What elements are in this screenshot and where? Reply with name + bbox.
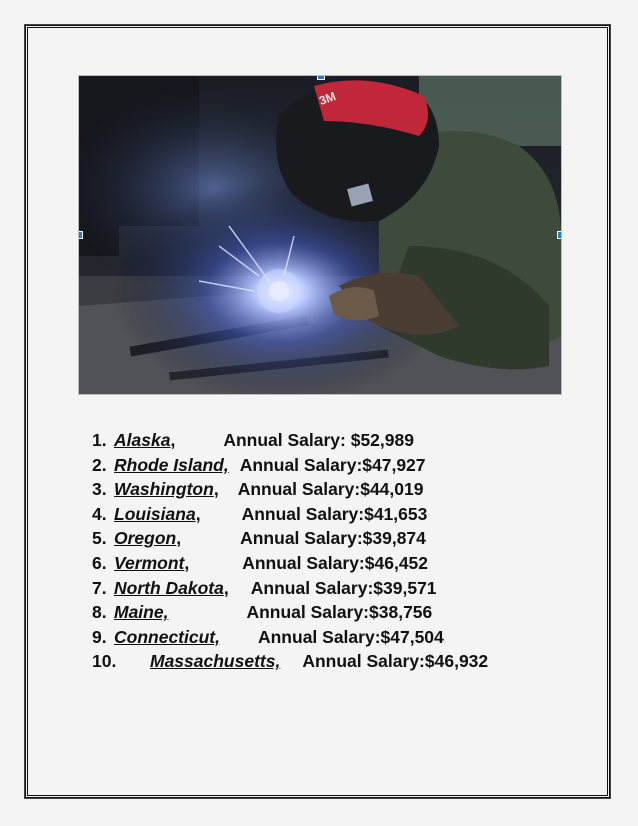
- state-comma: ,: [176, 528, 182, 549]
- state-link[interactable]: Alaska: [114, 430, 171, 450]
- state-comma: ,: [170, 430, 176, 450]
- state-link[interactable]: Massachusetts,: [150, 651, 281, 672]
- rank-number: 6.: [92, 552, 107, 573]
- state-link[interactable]: Oregon: [114, 528, 177, 549]
- state-comma: ,: [184, 552, 190, 573]
- salary-text: Annual Salary:$46,452: [242, 552, 429, 573]
- state-link[interactable]: Maine,: [114, 602, 169, 623]
- salary-text: Annual Salary: $52,989: [223, 430, 414, 450]
- resize-handle-top[interactable]: [317, 75, 325, 80]
- state-comma: ,: [195, 503, 201, 524]
- salary-text: Annual Salary:$39,874: [240, 528, 426, 549]
- state-link[interactable]: North Dakota: [114, 577, 224, 598]
- list-item: [92, 453, 488, 478]
- rank-number: 5.: [92, 528, 107, 549]
- salary-ranking-list: [92, 428, 488, 674]
- salary-text: Annual Salary:$41,653: [241, 503, 428, 524]
- salary-text: Annual Salary:$46,932: [302, 651, 489, 672]
- rank-number: 1.: [92, 430, 107, 450]
- salary-text: Annual Salary:$47,927: [239, 454, 426, 475]
- list-item: [92, 477, 488, 502]
- rank-number: 4.: [92, 503, 107, 524]
- state-link[interactable]: Rhode Island,: [114, 454, 229, 475]
- state-comma: ,: [213, 479, 219, 500]
- list-item: [92, 526, 488, 551]
- rank-number: 9.: [92, 626, 107, 647]
- list-item: [92, 502, 488, 527]
- salary-text: Annual Salary:$38,756: [246, 602, 433, 623]
- list-item: [92, 428, 488, 453]
- list-item: [92, 625, 488, 650]
- salary-text: Annual Salary:$39,571: [250, 577, 437, 598]
- rank-number: 7.: [92, 577, 107, 598]
- helmet-label: 3M: [317, 89, 338, 108]
- state-link[interactable]: Vermont: [114, 552, 185, 573]
- state-link[interactable]: Connecticut,: [114, 626, 220, 647]
- list-item: [92, 649, 488, 674]
- rank-number: 2.: [92, 454, 107, 475]
- rank-number: 10.: [92, 651, 117, 672]
- list-item: [92, 600, 488, 625]
- welder-image: [79, 76, 561, 394]
- state-link[interactable]: Louisiana: [114, 503, 196, 524]
- salary-text: Annual Salary:$44,019: [237, 479, 424, 500]
- welder-photo: [78, 75, 562, 395]
- rank-number: 8.: [92, 602, 107, 623]
- list-item: [92, 551, 488, 576]
- rank-number: 3.: [92, 479, 107, 500]
- state-link[interactable]: Washington: [114, 479, 214, 500]
- resize-handle-left[interactable]: [78, 231, 83, 239]
- list-item: [92, 576, 488, 601]
- resize-handle-right[interactable]: [557, 231, 562, 239]
- salary-text: Annual Salary:$47,504: [257, 626, 444, 647]
- state-comma: ,: [223, 577, 229, 598]
